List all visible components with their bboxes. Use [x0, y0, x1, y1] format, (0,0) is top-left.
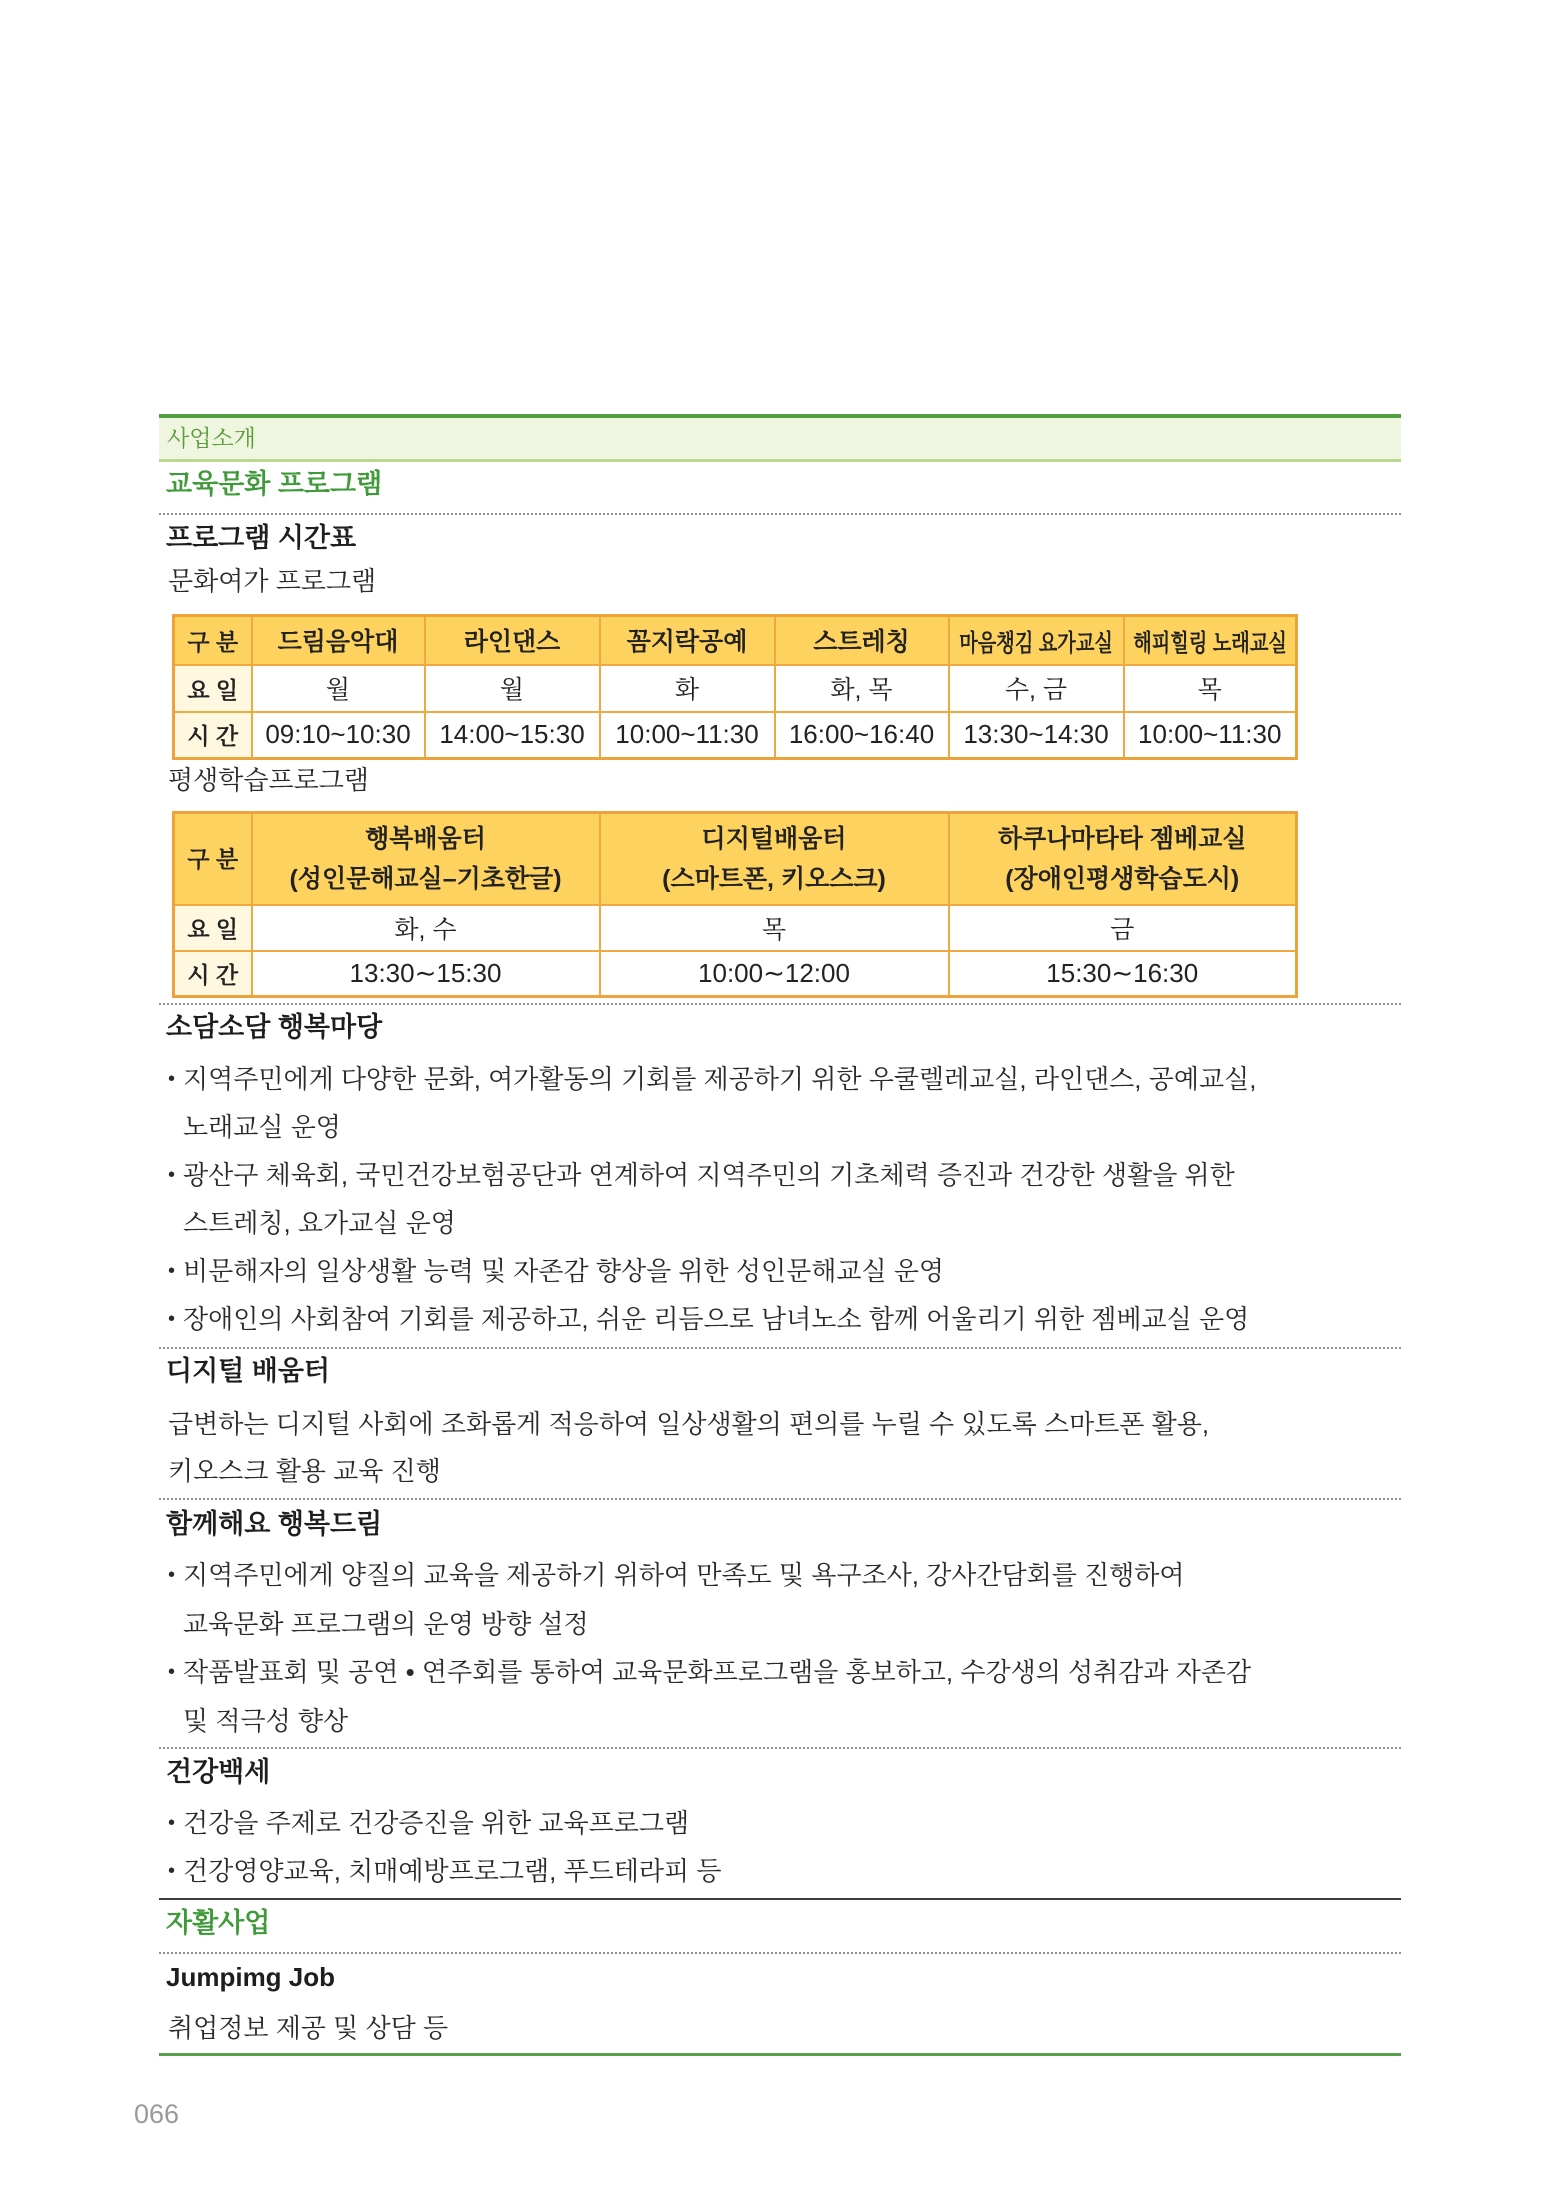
day-cell: 화, 수: [252, 905, 600, 951]
day-cell: 화, 목: [775, 665, 949, 712]
category-divider: [159, 1898, 1401, 1900]
paragraph-line: 급변하는 디지털 사회에 조화롭게 적응하여 일상생활의 편의를 누릴 수 있도록 스마트폰 활용,: [168, 1409, 1210, 1439]
program-header-cell: [1124, 616, 1297, 665]
program-header-cell: 라인댄스: [425, 616, 600, 665]
sodam-title: 소담소담 행복마당: [166, 1012, 383, 1042]
program-header-text: 해피힐링 노래교실: [1132, 629, 1287, 657]
program-header-text: 마음챙김 요가교실: [959, 629, 1113, 657]
time-cell: 13:30∼15:30: [252, 951, 600, 997]
time-label-cell: 시 간: [174, 712, 252, 759]
day-cell: 월: [425, 665, 600, 712]
category-label-cell: 구 분: [174, 813, 252, 905]
table-row-times: [174, 951, 1297, 997]
time-cell: 09:10~10:30: [252, 712, 425, 759]
day-label-cell: 요 일: [174, 905, 252, 951]
table-header-row: [174, 616, 1297, 665]
page-number: 066: [134, 2099, 180, 2129]
list-item: [168, 1151, 1388, 1247]
time-label-cell: 시 간: [174, 951, 252, 997]
table-row-times: [174, 712, 1297, 759]
program-header-cell: 드림음악대: [252, 616, 425, 665]
time-cell: 14:00~15:30: [425, 712, 600, 759]
table-row-days: [174, 905, 1297, 951]
day-cell: 화: [600, 665, 775, 712]
culture-leisure-schedule-table: [172, 614, 1298, 760]
section-divider: [159, 1952, 1401, 1954]
program-detail: (스마트폰, 키오스크): [662, 864, 886, 893]
list-item-line: • 지역주민에게 양질의 교육을 제공하기 위하여 만족도 및 욕구조사, 강사간담회를 진행하여: [183, 1560, 1185, 1590]
program-header-cell: 스트레칭: [775, 616, 949, 665]
digital-learning-title: 디지털 배움터: [166, 1356, 330, 1386]
program-name: 행복배움터: [365, 824, 486, 853]
list-item-line: • 지역주민에게 다양한 문화, 여가활동의 기회를 제공하기 위한 우쿨렐레교실, 라인댄스, 공예교실,: [183, 1064, 1257, 1094]
self-support-title: 자활사업: [166, 1908, 271, 1938]
time-cell: 10:00~11:30: [1124, 712, 1297, 759]
list-item-line: 교육문화 프로그램의 운영 방향 설정: [183, 1608, 589, 1639]
program-header-cell: [949, 813, 1297, 905]
time-cell: 16:00~16:40: [775, 712, 949, 759]
day-cell: 목: [600, 905, 949, 951]
lifelong-learning-title: 평생학습프로그램: [168, 765, 369, 795]
footer-rule: [159, 2053, 1401, 2056]
section-divider: [159, 513, 1401, 515]
program-header-cell: [949, 616, 1124, 665]
day-cell: 월: [252, 665, 425, 712]
list-item-line: • 광산구 체육회, 국민건강보험공단과 연계하여 지역주민의 기초체력 증진과 건강한 생활을 위한: [183, 1160, 1235, 1190]
table-header-row: [174, 813, 1297, 905]
paragraph-line: 키오스크 활용 교육 진행: [168, 1456, 441, 1486]
time-cell: 10:00∼12:00: [600, 951, 949, 997]
list-item-line: • 건강을 주제로 건강증진을 위한 교육프로그램: [183, 1808, 690, 1838]
day-cell: 금: [949, 905, 1297, 951]
program-header-cell: [252, 813, 600, 905]
list-item-line: • 장애인의 사회참여 기회를 제공하고, 쉬운 리듬으로 남녀노소 함께 어울리기 위한 젬베교실 운영: [183, 1304, 1250, 1334]
sodam-bullet-list: [168, 1055, 1388, 1343]
list-item-line: 및 적극성 향상: [183, 1705, 349, 1736]
list-item: [168, 1551, 1388, 1648]
time-cell: 15:30∼16:30: [949, 951, 1297, 997]
category-title: 교육문화 프로그램: [166, 469, 383, 499]
list-item: [168, 1295, 1388, 1343]
table-row-days: [174, 665, 1297, 712]
day-cell: 수, 금: [949, 665, 1124, 712]
schedule-title: 프로그램 시간표: [166, 523, 357, 553]
list-item: [168, 1648, 1388, 1745]
section-divider: [159, 1347, 1401, 1349]
list-item-line: 노래교실 운영: [183, 1112, 341, 1142]
list-item-line: • 작품발표회 및 공연 • 연주회를 통하여 교육문화프로그램을 홍보하고, 수강생의 성취감과 자존감: [183, 1657, 1252, 1687]
section-band: [159, 418, 1401, 462]
list-item: [168, 1055, 1388, 1151]
category-label-cell: 구 분: [174, 616, 252, 665]
culture-leisure-title: 문화여가 프로그램: [168, 566, 377, 596]
program-detail: (장애인평생학습도시): [1005, 864, 1240, 893]
digital-learning-description: [168, 1401, 1388, 1495]
happy-dream-bullet-list: [168, 1551, 1388, 1745]
list-item-line: • 비문해자의 일상생활 능력 및 자존감 향상을 위한 성인문해교실 운영: [183, 1256, 945, 1286]
list-item: [168, 1247, 1388, 1295]
list-item-line: • 건강영양교육, 치매예방프로그램, 푸드테라피 등: [183, 1856, 722, 1886]
section-divider: [159, 1003, 1401, 1005]
jumping-job-title: Jumpimg Job: [166, 1962, 336, 1992]
list-item: [168, 1847, 1388, 1895]
time-cell: 13:30~14:30: [949, 712, 1124, 759]
program-name: 하쿠나마타타 젬베교실: [998, 824, 1247, 853]
day-label-cell: 요 일: [174, 665, 252, 712]
health-bullet-list: [168, 1799, 1388, 1895]
health-100-title: 건강백세: [166, 1757, 271, 1787]
program-detail: (성인문해교실–기초한글): [289, 864, 562, 893]
program-header-cell: 꼼지락공예: [600, 616, 775, 665]
section-divider: [159, 1747, 1401, 1749]
happy-dream-title: 함께해요 행복드림: [166, 1509, 383, 1539]
list-item: [168, 1799, 1388, 1847]
day-cell: 목: [1124, 665, 1297, 712]
program-header-cell: [600, 813, 949, 905]
section-divider: [159, 1498, 1401, 1500]
jumping-job-description: 취업정보 제공 및 상담 등: [168, 2013, 449, 2043]
time-cell: 10:00~11:30: [600, 712, 775, 759]
program-name: 디지털배움터: [701, 824, 847, 853]
list-item-line: 스트레칭, 요가교실 운영: [183, 1208, 456, 1238]
section-label: 사업소개: [167, 425, 256, 451]
lifelong-learning-schedule-table: [172, 811, 1298, 998]
